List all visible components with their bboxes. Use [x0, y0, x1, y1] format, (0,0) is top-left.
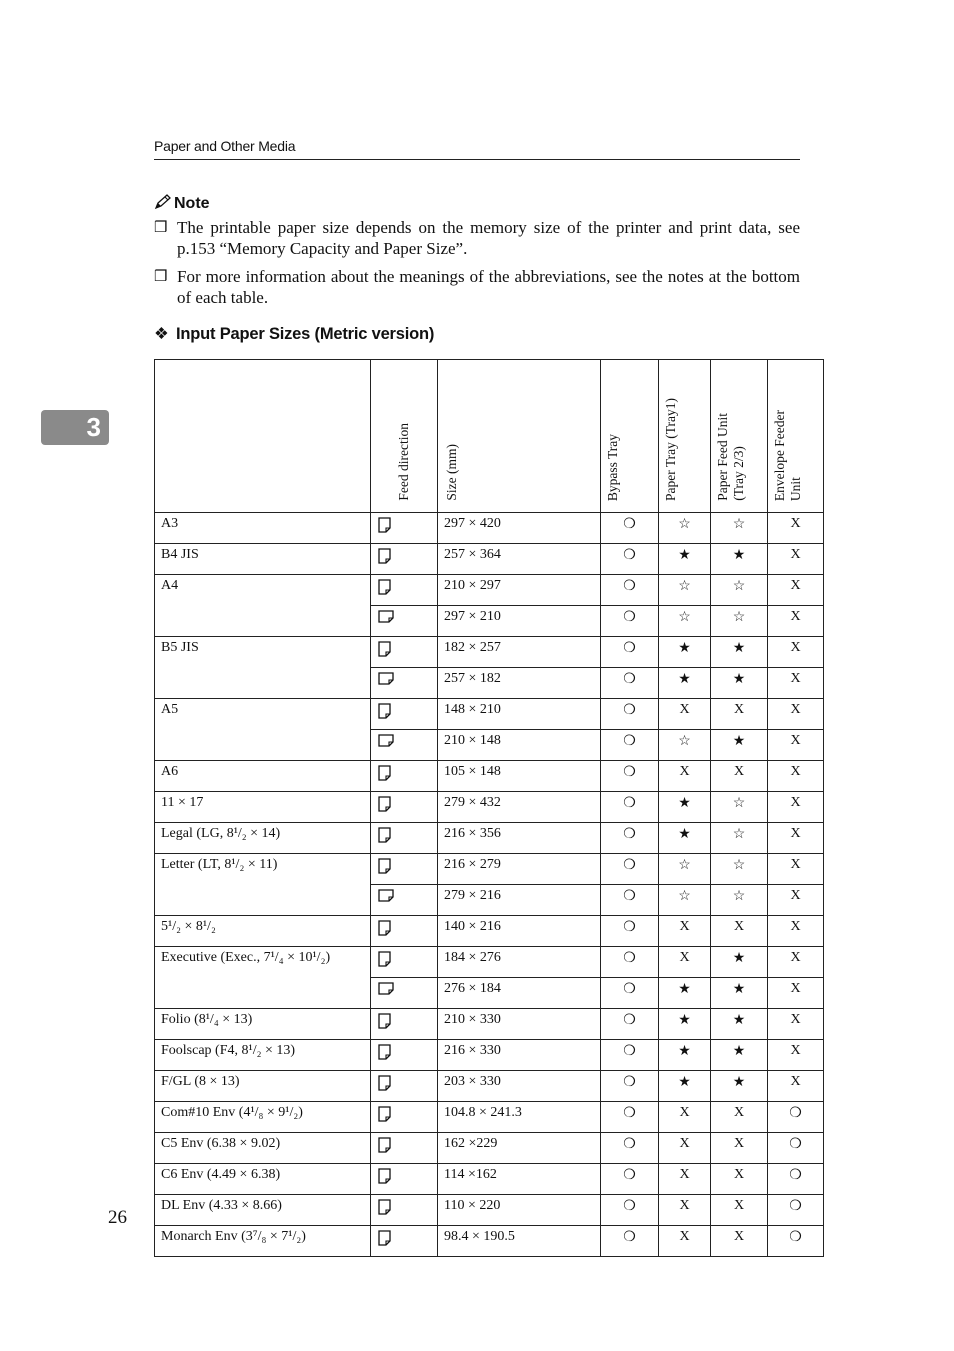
paper-name: A3 [155, 513, 371, 544]
bypass-tray-cell: ❍ [601, 947, 659, 978]
table-row [155, 606, 824, 637]
feed-portrait-icon [378, 827, 391, 848]
table-row [155, 513, 824, 544]
paper-feed-unit-cell: ★ [711, 668, 768, 699]
bypass-tray-cell: ❍ [601, 978, 659, 1009]
paper-feed-unit-cell: ★ [711, 1040, 768, 1071]
table-row [155, 544, 824, 575]
table-row [155, 1009, 824, 1040]
paper-name: Legal (LG, 8¹/₂ × 14) [155, 823, 371, 854]
feed-landscape-icon [378, 610, 394, 628]
paper-name: DL Env (4.33 × 8.66) [155, 1195, 371, 1226]
feed-landscape-icon [378, 889, 394, 907]
paper-feed-unit-cell: X [711, 1133, 768, 1164]
size-cell: 203 × 330 [438, 1071, 601, 1102]
envelope-feeder-cell: X [768, 792, 824, 823]
bypass-tray-cell: ❍ [601, 513, 659, 544]
size-cell: 114 ×162 [438, 1164, 601, 1195]
feed-portrait-icon [378, 641, 391, 662]
paper-feed-unit-cell: X [711, 761, 768, 792]
size-cell: 257 × 182 [438, 668, 601, 699]
paper-tray-cell: X [659, 699, 711, 730]
envelope-feeder-cell: X [768, 916, 824, 947]
table-row [155, 575, 824, 606]
envelope-feeder-cell: X [768, 637, 824, 668]
paper-feed-unit-cell: ☆ [711, 606, 768, 637]
note-item-text: For more information about the meanings of the abbreviations, see the notes at the bottom of each table. [177, 267, 800, 307]
envelope-feeder-cell: ❍ [768, 1195, 824, 1226]
feed-direction-cell [371, 854, 438, 885]
bypass-tray-cell: ❍ [601, 1009, 659, 1040]
envelope-feeder-cell: X [768, 1071, 824, 1102]
feed-direction-cell [371, 668, 438, 699]
bypass-tray-cell: ❍ [601, 699, 659, 730]
size-cell: 210 × 330 [438, 1009, 601, 1040]
feed-direction-cell [371, 730, 438, 761]
note-heading [154, 194, 210, 215]
bypass-tray-cell: ❍ [601, 575, 659, 606]
paper-tray-cell: X [659, 1164, 711, 1195]
header-tray1: Paper Tray (Tray1) [659, 360, 711, 513]
feed-portrait-icon [378, 1106, 391, 1127]
feed-portrait-icon [378, 920, 391, 941]
feed-portrait-icon [378, 1199, 391, 1220]
feed-direction-cell [371, 699, 438, 730]
feed-direction-cell [371, 1040, 438, 1071]
envelope-feeder-cell: X [768, 668, 824, 699]
table-row [155, 916, 824, 947]
paper-feed-unit-cell: X [711, 1164, 768, 1195]
paper-tray-cell: ★ [659, 1071, 711, 1102]
envelope-feeder-cell: ❍ [768, 1226, 824, 1257]
bypass-tray-cell: ❍ [601, 730, 659, 761]
feed-portrait-icon [378, 579, 391, 600]
paper-tray-cell: ★ [659, 1009, 711, 1040]
paper-feed-unit-cell: ★ [711, 730, 768, 761]
envelope-feeder-cell: ❍ [768, 1133, 824, 1164]
paper-feed-unit-cell: ★ [711, 1071, 768, 1102]
feed-portrait-icon [378, 796, 391, 817]
feed-direction-cell [371, 823, 438, 854]
paper-tray-cell: ☆ [659, 854, 711, 885]
paper-name: A5 [155, 699, 371, 730]
section-title: Input Paper Sizes (Metric version) [176, 325, 435, 343]
paper-name: Monarch Env (3⁷/₈ × 7¹/₂) [155, 1226, 371, 1257]
table-row [155, 1133, 824, 1164]
size-cell: 148 × 210 [438, 699, 601, 730]
paper-tray-cell: ★ [659, 668, 711, 699]
paper-name: C6 Env (4.49 × 6.38) [155, 1164, 371, 1195]
table-row [155, 792, 824, 823]
table-row [155, 978, 824, 1009]
paper-tray-cell: X [659, 1195, 711, 1226]
bypass-tray-cell: ❍ [601, 823, 659, 854]
paper-name: Letter (LT, 8¹/₂ × 11) [155, 854, 371, 885]
feed-direction-cell [371, 513, 438, 544]
size-cell: 184 × 276 [438, 947, 601, 978]
bypass-tray-cell: ❍ [601, 1133, 659, 1164]
paper-name: A6 [155, 761, 371, 792]
checkbox-bullet-icon: ❒ [154, 269, 168, 285]
table-row [155, 947, 824, 978]
size-cell: 279 × 216 [438, 885, 601, 916]
feed-direction-cell [371, 1102, 438, 1133]
paper-feed-unit-cell: ★ [711, 947, 768, 978]
feed-portrait-icon [378, 765, 391, 786]
feed-direction-cell [371, 606, 438, 637]
bypass-tray-cell: ❍ [601, 792, 659, 823]
feed-direction-cell [371, 885, 438, 916]
envelope-feeder-cell: X [768, 978, 824, 1009]
table-row [155, 823, 824, 854]
feed-direction-cell [371, 1195, 438, 1226]
paper-feed-unit-cell: X [711, 1195, 768, 1226]
bypass-tray-cell: ❍ [601, 1164, 659, 1195]
table-row [155, 1164, 824, 1195]
bypass-tray-cell: ❍ [601, 1102, 659, 1133]
paper-name: Com#10 Env (4¹/₈ × 9¹/₂) [155, 1102, 371, 1133]
paper-tray-cell: ★ [659, 792, 711, 823]
paper-feed-unit-cell: X [711, 699, 768, 730]
envelope-feeder-cell: X [768, 575, 824, 606]
header-feed-unit: Paper Feed Unit (Tray 2/3) [711, 360, 768, 513]
paper-size-table [154, 359, 824, 1257]
paper-name [155, 885, 371, 916]
header-rule [154, 159, 800, 160]
envelope-feeder-cell: X [768, 544, 824, 575]
header-size: Size (mm) [438, 360, 601, 513]
size-cell: 105 × 148 [438, 761, 601, 792]
paper-feed-unit-cell: X [711, 1102, 768, 1133]
page-number: 26 [108, 1207, 127, 1228]
paper-tray-cell: ★ [659, 544, 711, 575]
feed-portrait-icon [378, 1044, 391, 1065]
paper-name: Foolscap (F4, 8¹/₂ × 13) [155, 1040, 371, 1071]
paper-tray-cell: X [659, 761, 711, 792]
paper-tray-cell: ☆ [659, 575, 711, 606]
paper-feed-unit-cell: ★ [711, 544, 768, 575]
paper-feed-unit-cell: ☆ [711, 885, 768, 916]
bypass-tray-cell: ❍ [601, 854, 659, 885]
size-cell: 140 × 216 [438, 916, 601, 947]
feed-portrait-icon [378, 703, 391, 724]
checkbox-bullet-icon: ❒ [154, 220, 168, 236]
paper-name: B5 JIS [155, 637, 371, 668]
size-cell: 279 × 432 [438, 792, 601, 823]
table-header-row [155, 360, 824, 513]
feed-landscape-icon [378, 982, 394, 1000]
paper-name [155, 668, 371, 699]
envelope-feeder-cell: X [768, 885, 824, 916]
table-row [155, 730, 824, 761]
feed-direction-cell [371, 1133, 438, 1164]
paper-feed-unit-cell: ☆ [711, 792, 768, 823]
paper-tray-cell: ☆ [659, 730, 711, 761]
size-cell: 257 × 364 [438, 544, 601, 575]
feed-direction-cell [371, 1009, 438, 1040]
paper-feed-unit-cell: ☆ [711, 513, 768, 544]
section-heading [154, 324, 434, 344]
header-feed-direction: Feed direction [371, 360, 438, 513]
paper-name: F/GL (8 × 13) [155, 1071, 371, 1102]
envelope-feeder-cell: X [768, 730, 824, 761]
feed-direction-cell [371, 1071, 438, 1102]
table-row [155, 637, 824, 668]
table-row [155, 854, 824, 885]
paper-name: 11 × 17 [155, 792, 371, 823]
header-name [155, 360, 371, 513]
bypass-tray-cell: ❍ [601, 1071, 659, 1102]
paper-name: Folio (8¹/₄ × 13) [155, 1009, 371, 1040]
paper-tray-cell: ★ [659, 978, 711, 1009]
paper-tray-cell: X [659, 947, 711, 978]
bypass-tray-cell: ❍ [601, 761, 659, 792]
table-row [155, 761, 824, 792]
paper-name [155, 606, 371, 637]
paper-feed-unit-cell: ☆ [711, 575, 768, 606]
paper-tray-cell: ☆ [659, 513, 711, 544]
header-envelope-feeder: Envelope Feeder Unit [768, 360, 824, 513]
feed-portrait-icon [378, 858, 391, 879]
paper-name: 5¹/₂ × 8¹/₂ [155, 916, 371, 947]
envelope-feeder-cell: X [768, 699, 824, 730]
paper-name [155, 978, 371, 1009]
feed-landscape-icon [378, 734, 394, 752]
paper-feed-unit-cell: ☆ [711, 854, 768, 885]
paper-tray-cell: X [659, 1226, 711, 1257]
envelope-feeder-cell: X [768, 1040, 824, 1071]
envelope-feeder-cell: ❍ [768, 1164, 824, 1195]
paper-tray-cell: X [659, 916, 711, 947]
size-cell: 297 × 420 [438, 513, 601, 544]
table-row [155, 885, 824, 916]
envelope-feeder-cell: X [768, 947, 824, 978]
size-cell: 276 × 184 [438, 978, 601, 1009]
paper-name: A4 [155, 575, 371, 606]
size-cell: 110 × 220 [438, 1195, 601, 1226]
table-row [155, 1071, 824, 1102]
bypass-tray-cell: ❍ [601, 1040, 659, 1071]
table-row [155, 1040, 824, 1071]
feed-portrait-icon [378, 1075, 391, 1096]
envelope-feeder-cell: X [768, 761, 824, 792]
feed-portrait-icon [378, 548, 391, 569]
paper-feed-unit-cell: X [711, 916, 768, 947]
paper-feed-unit-cell: ☆ [711, 823, 768, 854]
envelope-feeder-cell: X [768, 606, 824, 637]
paper-feed-unit-cell: ★ [711, 637, 768, 668]
envelope-feeder-cell: X [768, 854, 824, 885]
paper-tray-cell: ★ [659, 823, 711, 854]
feed-direction-cell [371, 916, 438, 947]
table-row [155, 1102, 824, 1133]
size-cell: 104.8 × 241.3 [438, 1102, 601, 1133]
size-cell: 297 × 210 [438, 606, 601, 637]
bypass-tray-cell: ❍ [601, 1195, 659, 1226]
envelope-feeder-cell: X [768, 1009, 824, 1040]
bypass-tray-cell: ❍ [601, 885, 659, 916]
feed-direction-cell [371, 637, 438, 668]
size-cell: 216 × 330 [438, 1040, 601, 1071]
size-cell: 162 ×229 [438, 1133, 601, 1164]
chapter-tab: 3 [41, 410, 109, 445]
table-row [155, 699, 824, 730]
bypass-tray-cell: ❍ [601, 544, 659, 575]
paper-feed-unit-cell: ★ [711, 978, 768, 1009]
paper-name: C5 Env (6.38 × 9.02) [155, 1133, 371, 1164]
feed-direction-cell [371, 792, 438, 823]
table-row [155, 1226, 824, 1257]
table-row [155, 668, 824, 699]
paper-name: B4 JIS [155, 544, 371, 575]
note-item [154, 217, 800, 259]
paper-tray-cell: X [659, 1102, 711, 1133]
feed-portrait-icon [378, 517, 391, 538]
paper-tray-cell: ☆ [659, 606, 711, 637]
note-item-text: The printable paper size depends on the memory size of the printer and print data, see p.153 “Memory Capacity and Paper Size”. [177, 218, 800, 258]
note-item [154, 266, 800, 308]
paper-feed-unit-cell: X [711, 1226, 768, 1257]
header-bypass: Bypass Tray [601, 360, 659, 513]
feed-direction-cell [371, 544, 438, 575]
size-cell: 182 × 257 [438, 637, 601, 668]
size-cell: 210 × 148 [438, 730, 601, 761]
envelope-feeder-cell: X [768, 823, 824, 854]
envelope-feeder-cell: ❍ [768, 1102, 824, 1133]
running-header: Paper and Other Media [154, 138, 296, 154]
size-cell: 98.4 × 190.5 [438, 1226, 601, 1257]
size-cell: 216 × 356 [438, 823, 601, 854]
paper-tray-cell: ★ [659, 1040, 711, 1071]
feed-portrait-icon [378, 951, 391, 972]
paper-name: Executive (Exec., 7¹/₄ × 10¹/₂) [155, 947, 371, 978]
feed-landscape-icon [378, 672, 394, 690]
size-cell: 216 × 279 [438, 854, 601, 885]
paper-tray-cell: ☆ [659, 885, 711, 916]
paper-tray-cell: ★ [659, 637, 711, 668]
paper-name [155, 730, 371, 761]
note-heading-label: Note [174, 195, 210, 212]
paper-tray-cell: X [659, 1133, 711, 1164]
table-row [155, 1195, 824, 1226]
bypass-tray-cell: ❍ [601, 916, 659, 947]
envelope-feeder-cell: X [768, 513, 824, 544]
bypass-tray-cell: ❍ [601, 1226, 659, 1257]
feed-portrait-icon [378, 1230, 391, 1251]
feed-direction-cell [371, 761, 438, 792]
feed-portrait-icon [378, 1168, 391, 1189]
size-cell: 210 × 297 [438, 575, 601, 606]
pencil-icon [154, 194, 174, 215]
bypass-tray-cell: ❍ [601, 668, 659, 699]
paper-feed-unit-cell: ★ [711, 1009, 768, 1040]
feed-direction-cell [371, 947, 438, 978]
feed-direction-cell [371, 1164, 438, 1195]
feed-portrait-icon [378, 1013, 391, 1034]
feed-portrait-icon [378, 1137, 391, 1158]
bypass-tray-cell: ❍ [601, 637, 659, 668]
feed-direction-cell [371, 978, 438, 1009]
feed-direction-cell [371, 1226, 438, 1257]
bypass-tray-cell: ❍ [601, 606, 659, 637]
feed-direction-cell [371, 575, 438, 606]
diamond-bullet-icon: ❖ [154, 325, 169, 343]
